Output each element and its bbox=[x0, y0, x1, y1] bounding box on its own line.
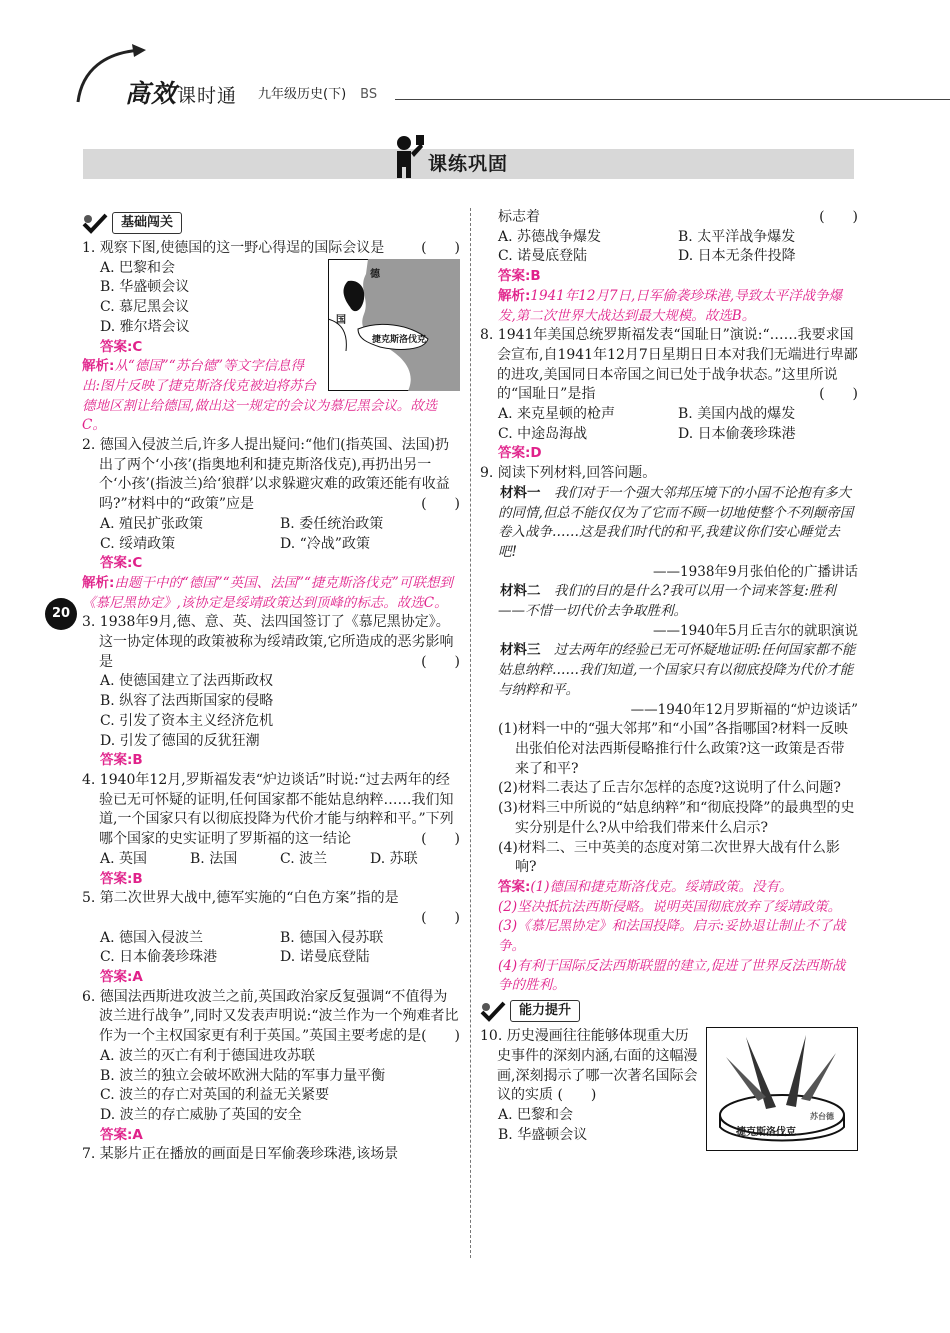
pencil-check-icon bbox=[480, 1000, 506, 1022]
question-1: 1. 观察下图,使德国的这一野心得逞的国际会议是 ( ) 德 台 国 捷克斯洛伐克 A. 巴黎和会 B. 华盛顿会议 C. 慕尼黑会议 D. 雅尔塔会议 答案:C 解析:从“德国”“苏台德”等文字信息得出:图片反映了捷克斯洛伐克被迫将苏台德地区割让给德国,做出这一规定的会议为慕尼黑会议。故选C。 bbox=[82, 239, 460, 436]
q4-answer: 答案:B bbox=[100, 870, 143, 887]
reading-person-icon bbox=[388, 133, 424, 179]
header-rule bbox=[395, 99, 950, 100]
material-3: 材料三 过去两年的经验已无可怀疑地证明:任何国家都不能姑息纳粹……我们知道,一个国家只有以彻底投降为代价才能与纳粹和平。 bbox=[498, 642, 856, 698]
q6-answer: 答案:A bbox=[100, 1126, 143, 1143]
left-column bbox=[82, 208, 460, 1165]
banner-title: 课练巩固 bbox=[428, 153, 509, 175]
q9-answer: 答案:(1)德国和捷克斯洛伐克。绥靖政策。没有。 (2)坚决抵抗法西斯侵略。说明英国彻底放弃了绥靖政策。 (3)《慕尼黑协定》和法国投降。启示:妥协退让制止不了战争。 (4)有利于国际反法西斯联盟的建立,促进了世界反法西斯战争的胜利。 bbox=[498, 878, 846, 994]
column-divider bbox=[470, 208, 471, 1258]
page-header bbox=[0, 40, 950, 110]
question-3: 3. 1938年9月,德、意、英、法四国签订了《慕尼黑协定》。这一协定体现的政策被称为绥靖政策,它所造成的恶劣影响是 ( ) A. 使德国建立了法西斯政权 B. 纵容了法西斯国家的侵略 C. 引发了资本主义经济危机 D. 引发了德国的反犹狂潮 答案:B bbox=[82, 613, 460, 771]
map-figure-icon bbox=[328, 259, 460, 391]
section-heading-advanced: 能力提升 bbox=[480, 998, 858, 1024]
material-1: 材料一 我们对于一个强大邻邦压境下的小国不论抱有多大的同情,但总不能仅仅为了它而不顾一切地使整个不列颠帝国卷入战争……这是我们时代的和平,我建议你们安心睡觉去吧! bbox=[498, 484, 854, 560]
q1-explanation: 解析:从“德国”“苏台德”等文字信息得出:图片反映了捷克斯洛伐克被迫将苏台德地区割让给德国,做出这一规定的会议为慕尼黑会议。故选C。 bbox=[82, 358, 438, 434]
question-7: 标志着 ( ) A. 苏德战争爆发 B. 太平洋战争爆发 C. 诺曼底登陆 D. 日本无条件投降 答案:B 解析:1941年12月7日,日军偷袭珍珠港,导致太平洋战争爆发,第二次世界大战达到最大规模。故选B。 bbox=[480, 208, 858, 326]
cartoon-figure: 捷克斯洛伐克 苏台德 bbox=[706, 1027, 858, 1151]
question-9: 9. 阅读下列材料,回答问题。 材料一 我们对于一个强大邻邦压境下的小国不论抱有多大的同情,但总不能仅仅为了它而不顾一切地使整个不列颠帝国卷入战争……这是我们时代的和平,我建议你们安心睡觉去吧! ——1938年9月张伯伦的广播讲话 材料二 我们的目的是什么?我可以用一个词来答复:胜利——不惜一切代价去争取胜利。 ——1940年5月丘吉尔的就职演说 材料三 过去两年的经验已无可怀疑地证明:任何国家都不能姑息纳粹……我们知道,一个国家只有以彻底投降为代价才能与纳粹和平。 ——1940年12月罗斯福的“炉边谈话” (1)材料一中的“强大邻邦”和“小国”各指哪国?材料一反映出张伯伦对法西斯侵略推行什么政策?这一政策是否带来了和平? (2)材料二表达了丘吉尔怎样的态度?这说明了什么问题? (3)材料三中所说的“姑息纳粹”和“彻底投降”的最典型的史实分别是什么?从中给我们带来什么启示? (4)材料二、三中英美的态度对第二次世界大战有什么影响? 答案:(1)德国和捷克斯洛伐克。绥靖政策。没有。 (2)坚决抵抗法西斯侵略。说明英国彻底放弃了绥靖政策。 (3)《慕尼黑协定》和法国投降。启示:妥协退让制止不了战争。 (4)有利于国际反法西斯联盟的建立,促进了世界反法西斯战争的胜利。 bbox=[480, 464, 858, 996]
question-5: 5. 第二次世界大战中,德军实施的“白色方案”指的是 ( ) A. 德国入侵波兰 B. 德国入侵苏联 C. 日本偷袭珍珠港 D. 诺曼底登陆 答案:A bbox=[82, 889, 460, 988]
page-number: 20 bbox=[45, 598, 77, 630]
q2-explanation: 解析:由题干中的“德国”“英国、法国”“捷克斯洛伐克”可联想到《慕尼黑协定》,该协定是绥靖政策达到顶峰的标志。故选C。 bbox=[82, 574, 453, 611]
q7-answer: 答案:B bbox=[498, 268, 541, 285]
q7-explanation: 解析:1941年12月7日,日军偷袭珍珠港,导致太平洋战争爆发,第二次世界大战达到最大规模。故选B。 bbox=[498, 287, 843, 324]
q8-answer: 答案:D bbox=[498, 445, 542, 462]
subject-label: 九年级历史(下) BS bbox=[258, 87, 378, 102]
pencil-check-icon bbox=[82, 212, 108, 234]
map-sudeten: 德 台 国 捷克斯洛伐克 bbox=[328, 259, 460, 391]
question-6: 6. 德国法西斯进攻波兰之前,英国政治家反复强调“不值得为波兰进行战争”,同时又发表声明说:“波兰作为一个殉难者比作为一个主权国家更有利于英国。”英国主要考虑的是 ( ) A. 波兰的灭亡有利于德国进攻苏联 B. 波兰的独立会破坏欧洲大陆的军事力量平衡 C. 波兰的存亡对英国的利益无关紧要 D. 波兰的存亡威胁了英国的安全 答案:A bbox=[82, 988, 460, 1146]
question-7-stem: 7. 某影片正在播放的画面是日军偷袭珍珠港,该场景 bbox=[82, 1146, 399, 1163]
right-column bbox=[480, 208, 858, 1153]
question-2: 2. 德国入侵波兰后,许多人提出疑问:“他们(指英国、法国)扔出了两个‘小孩’(指奥地利和捷克斯洛伐克),再扔出另一个‘小孩’(指波兰)给‘狼群’以求躲避灾难的政策还能有收益吗?”材料中的“政策”应是 ( ) A. 殖民扩张政策 B. 委任统治政策 C. 绥靖政策 D. “冷战”政策 答案:C 解析:由题干中的“德国”“英国、法国”“捷克斯洛伐克”可联想到《慕尼黑协定》,该协定是绥靖政策达到顶峰的标志。故选C。 bbox=[82, 436, 460, 613]
q1-answer: 答案:C bbox=[100, 338, 143, 355]
q5-answer: 答案:A bbox=[100, 969, 143, 986]
section-heading-basic: 基础闯关 bbox=[82, 210, 460, 236]
q3-answer: 答案:B bbox=[100, 752, 143, 769]
question-10: 捷克斯洛伐克 苏台德 10. 历史漫画往往能够体现重大历史事件的深刻内涵,右面的这幅漫画,深刻揭示了哪一次著名国际会议的实质 ( ) A. 巴黎和会 B. 华盛顿会议 bbox=[480, 1027, 858, 1145]
question-8: 8. 1941年美国总统罗斯福发表“国耻日”演说:“……我要求国会宣布,自1941年12月7日星期日日本对我们无端进行卑鄙的进攻,美国同日本帝国之间已处于战争状态。”这里所说的“国耻日”是指 ( ) A. 来克星顿的枪声 B. 美国内战的爆发 C. 中途岛海战 D. 日本偷袭珍珠港 答案:D bbox=[480, 326, 858, 464]
material-2: 材料二 我们的目的是什么?我可以用一个词来答复:胜利——不惜一切代价去争取胜利。 bbox=[498, 583, 836, 620]
question-4: 4. 1940年12月,罗斯福发表“炉边谈话”时说:“过去两年的经验已无可怀疑的证明,任何国家都不能姑息纳粹……我们知道,一个国家只有以彻底投降为代价才能与纳粹和平。”下列哪个国家的史实证明了罗斯福的这一结论 ( ) A. 英国 B. 法国 C. 波兰 D. 苏联 答案:B bbox=[82, 771, 460, 889]
q2-answer: 答案:C bbox=[100, 555, 143, 572]
brand-logo: 高效课时通 bbox=[125, 79, 238, 108]
q1-stem: 1. 观察下图,使德国的这一野心得逞的国际会议是 bbox=[82, 240, 385, 256]
